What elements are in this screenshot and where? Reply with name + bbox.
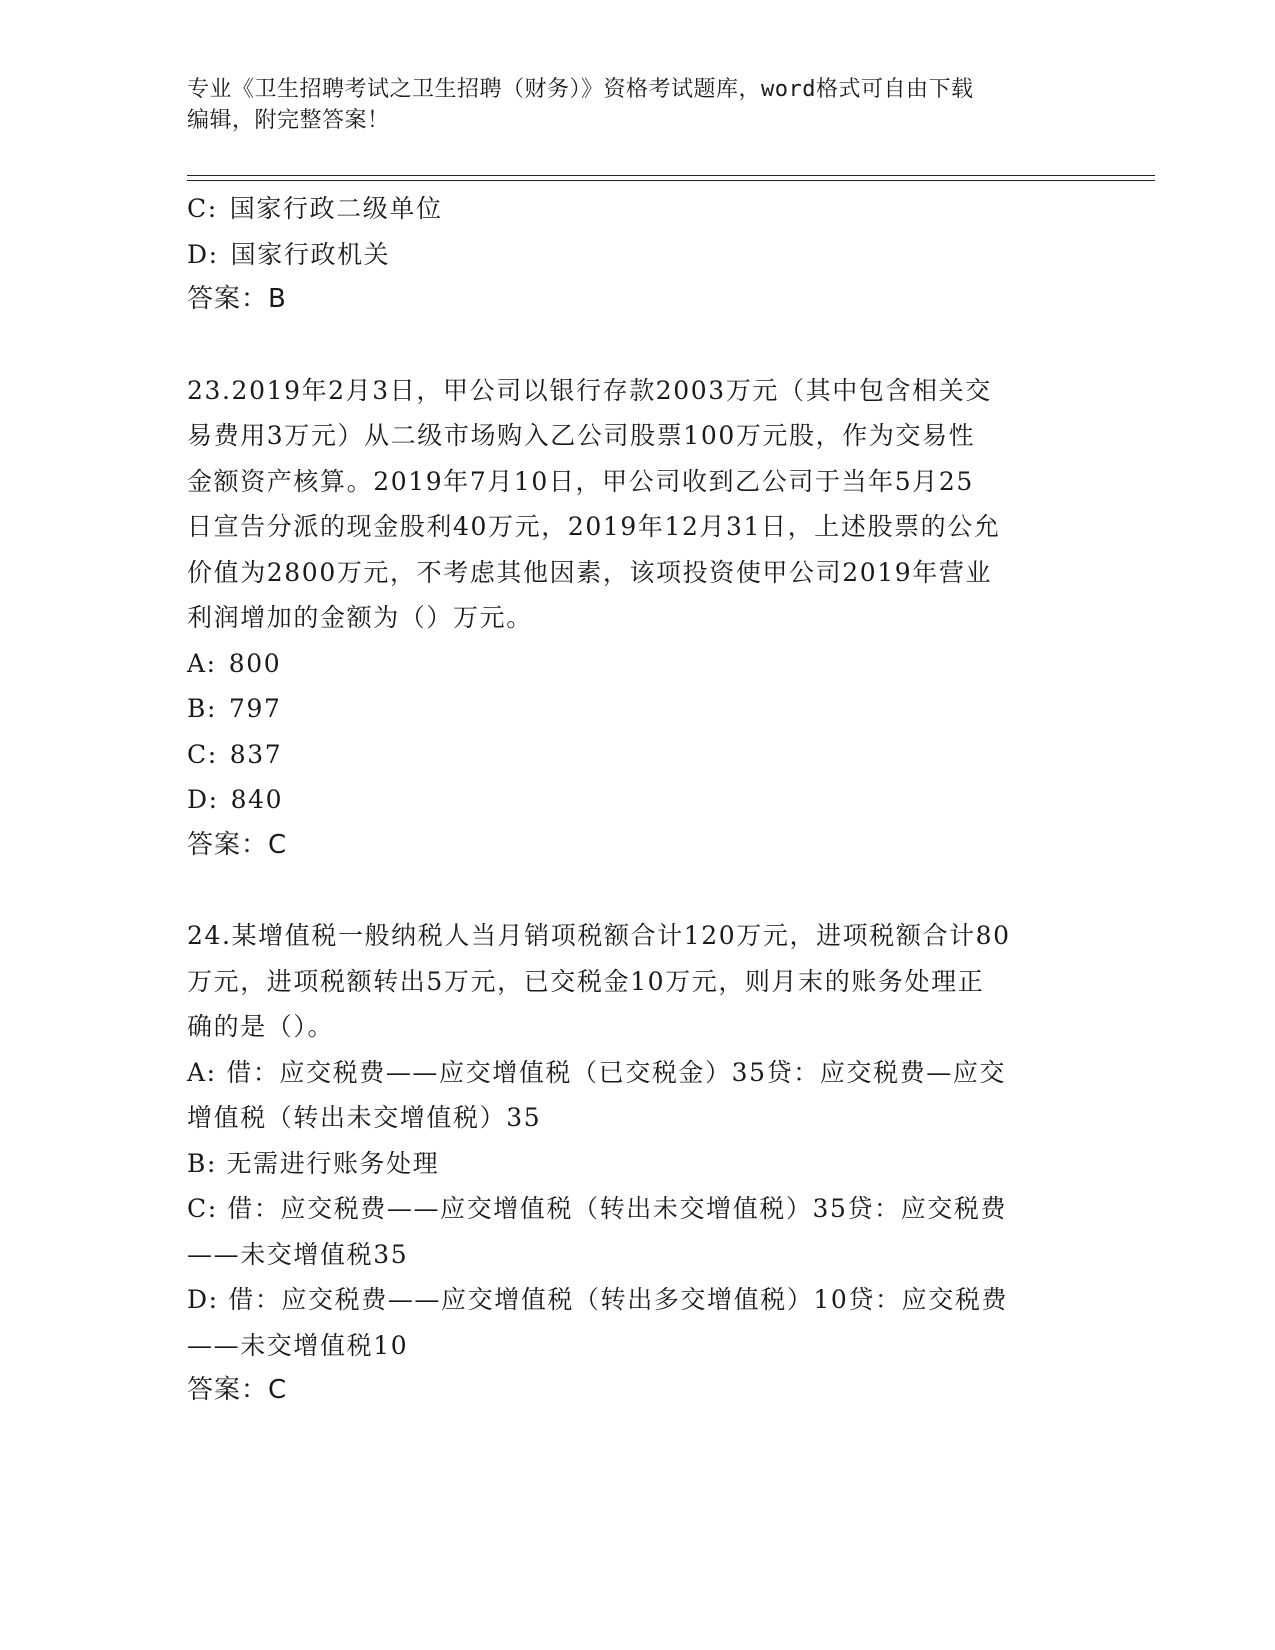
option-letter: B: [187, 694, 217, 723]
answer-line: 答案：B [187, 284, 287, 314]
option-c [187, 732, 1087, 778]
question-text-line: 24.某增值税一般纳税人当月销项税额合计120万元，进项税额合计80 [187, 921, 1011, 950]
option-line: B: 无需进行账务处理 [187, 1148, 440, 1178]
option-text: 837 [229, 739, 283, 769]
question-text-line: 利润增加的金额为（）万元。 [187, 603, 533, 632]
question-24 [187, 913, 1087, 1414]
option-text: 840 [230, 785, 284, 814]
option-line: ——未交增值税35 [187, 1239, 409, 1269]
option-text: 国家行政二级单位 [229, 194, 443, 223]
option-letter: D: [187, 785, 219, 814]
option-line: D: 借：应交税费——应交增值税（转出多交增值税）10贷：应交税费 [187, 1285, 1009, 1314]
option-d [187, 232, 1087, 278]
question-text-line: 23.2019年2月3日，甲公司以银行存款2003万元（其中包含相关交 [187, 375, 992, 405]
document-header [187, 74, 1067, 136]
option-letter: C: [187, 739, 218, 769]
question-content [187, 186, 1087, 1414]
question-text-line: 确的是（）。 [187, 1012, 335, 1041]
option-text: 国家行政机关 [230, 239, 391, 269]
option-b [187, 686, 1087, 732]
header-line-1: 专业《卫生招聘考试之卫生招聘（财务）》资格考试题库，word格式可自由下载 [187, 77, 974, 102]
spacer [187, 868, 1087, 913]
option-letter: D: [187, 239, 219, 269]
option-line: ——未交增值税10 [187, 1330, 409, 1360]
answer-line: 答案：C [187, 1375, 288, 1405]
question-22-tail [187, 186, 1087, 323]
option-c [187, 186, 1087, 232]
question-text-line: 日宣告分派的现金股利40万元，2019年12月31日，上述股票的公允 [187, 512, 1001, 541]
header-line-2: 编辑，附完整答案！ [187, 108, 390, 133]
option-letter: A: [187, 648, 217, 678]
option-a [187, 641, 1087, 687]
option-line: C: 借：应交税费——应交增值税（转出未交增值税）35贷：应交税费 [187, 1194, 1008, 1223]
option-d [187, 777, 1087, 823]
header-double-rule [187, 175, 1155, 181]
option-text: 800 [228, 648, 282, 678]
answer-line: 答案：C [187, 829, 288, 860]
option-text: 797 [229, 694, 282, 723]
option-line: A: 借：应交税费——应交增值税（已交税金）35贷：应交税费—应交 [187, 1057, 1007, 1087]
option-letter: C: [187, 194, 218, 223]
question-23 [187, 368, 1087, 869]
option-line: 增值税（转出未交增值税）35 [187, 1103, 542, 1132]
question-text-line: 万元，进项税额转出5万元，已交税金10万元，则月末的账务处理正 [187, 966, 985, 996]
question-text-line: 易费用3万元）从二级市场购入乙公司股票100万元股，作为交易性 [187, 421, 976, 450]
question-text-line: 价值为2800万元，不考虑其他因素，该项投资使甲公司2019年营业 [187, 557, 993, 587]
question-text-line: 金额资产核算。2019年7月10日，甲公司收到乙公司于当年5月25 [187, 466, 974, 496]
spacer [187, 323, 1087, 368]
